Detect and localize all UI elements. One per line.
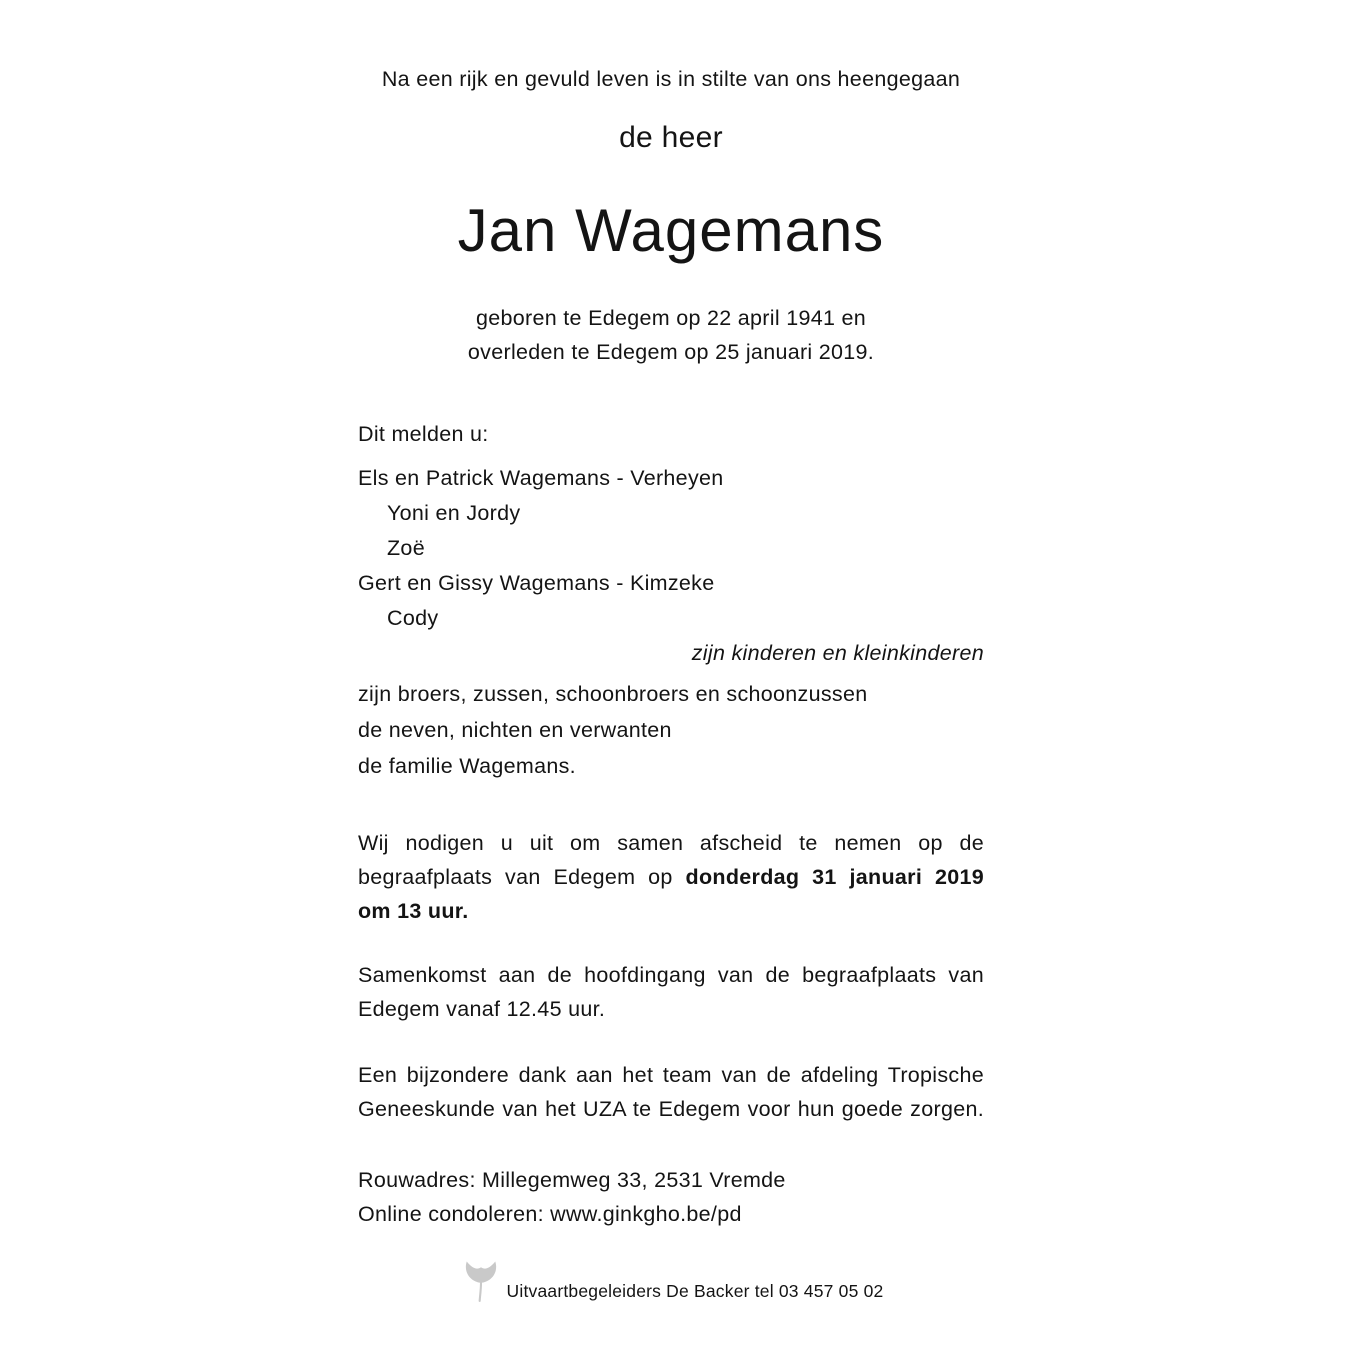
relatives-line: de neven, nichten en verwanten	[358, 718, 672, 742]
thanks-line: Geneeskunde van het UZA te Edegem voor hun goede zorgen.	[358, 1097, 984, 1121]
funeral-home-contact: Uitvaartbegeleiders De Backer tel 03 457 05 02	[506, 1281, 884, 1301]
online-condolence: Online condoleren: www.ginkgho.be/pd	[358, 1202, 742, 1226]
birth-line: geboren te Edegem op 22 april 1941 en	[475, 306, 867, 330]
invitation-line	[358, 894, 984, 928]
family-member: Cody	[387, 606, 439, 630]
funeral-date: donderdag 31 januari 2019	[685, 865, 984, 889]
family-member: Yoni en Jordy	[387, 501, 521, 525]
announce-label: Dit melden u:	[358, 422, 489, 446]
family-list	[358, 461, 984, 636]
intro-line: Na een rijk en gevuld leven is in stilte van ons heengegaan	[381, 67, 961, 91]
thanks-paragraph	[358, 1058, 984, 1126]
salutation: de heer	[619, 121, 723, 154]
children-note: zijn kinderen en kleinkinderen	[691, 641, 984, 665]
deceased-name: Jan Wagemans	[457, 197, 885, 264]
gathering-line: Edegem vanaf 12.45 uur.	[358, 997, 606, 1021]
mourning-address: Rouwadres: Millegemweg 33, 2531 Vremde	[358, 1168, 786, 1192]
ginkgo-leaf-icon	[462, 1258, 500, 1304]
invitation-line: begraafplaats van Edegem op donderdag 31 januari 2019	[358, 865, 984, 889]
death-line: overleden te Edegem op 25 januari 2019.	[467, 340, 875, 364]
gathering-paragraph	[358, 958, 984, 1026]
funeral-home-footer	[0, 1258, 1345, 1304]
family-member: Zoë	[387, 536, 425, 560]
relatives-list	[358, 676, 984, 784]
invitation-paragraph	[358, 826, 984, 928]
relatives-line: de familie Wagemans.	[358, 754, 576, 778]
contact-block	[358, 1163, 984, 1231]
gathering-line: Samenkomst aan de hoofdingang van de begraafplaats van	[358, 963, 984, 987]
family-member: Els en Patrick Wagemans - Verheyen	[358, 466, 724, 490]
thanks-line: Een bijzondere dank aan het team van de afdeling Tropische	[358, 1063, 984, 1087]
birth-death-block	[358, 301, 984, 369]
invitation-line: Wij nodigen u uit om samen afscheid te nemen op de	[358, 831, 984, 855]
funeral-time: om 13 uur.	[358, 899, 469, 923]
relatives-line: zijn broers, zussen, schoonbroers en schoonzussen	[358, 682, 868, 706]
family-member: Gert en Gissy Wagemans - Kimzeke	[358, 571, 715, 595]
